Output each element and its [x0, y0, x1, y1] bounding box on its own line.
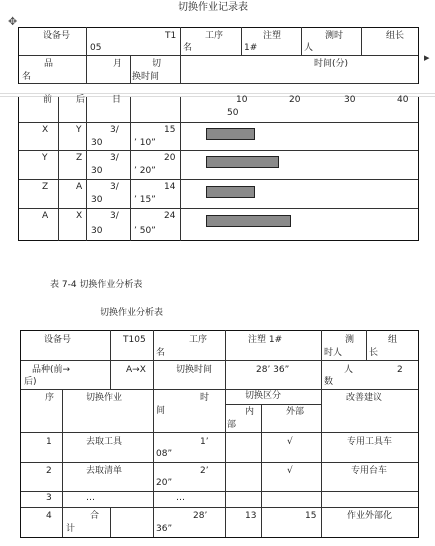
- t2-row3-seq: 3: [46, 493, 52, 503]
- t2-product-label-a: 品种(前→: [32, 365, 71, 375]
- t2-row2-time-b: 20”: [156, 478, 173, 488]
- t2-row3-time: …: [176, 493, 185, 503]
- t1-row3-time-b: ’ 15”: [134, 195, 156, 205]
- move-handle-icon[interactable]: ✥: [8, 15, 18, 28]
- t2-changeover-label: 切换时间: [176, 365, 213, 375]
- t1-product-label-a: 品: [44, 59, 54, 69]
- t2-row1-task: 去取工具: [86, 437, 123, 447]
- page-break-line: [0, 93, 435, 94]
- t2-row1-suggest: 专用工具车: [347, 437, 393, 447]
- t2-category-header: 切换区分: [245, 391, 282, 401]
- t2-process-label-a: 工序: [189, 335, 208, 345]
- t1-device-no-a: T1: [165, 31, 177, 41]
- t2-suggest-header: 改善建议: [346, 393, 383, 403]
- t1-device-label: 设备号: [43, 31, 71, 41]
- t1-device-no-b: 05: [90, 43, 102, 53]
- t1-row3-duration-bar: [206, 186, 255, 198]
- analysis-table-title: 切换作业分析表: [100, 308, 164, 318]
- t1-process-value-a: 注塑: [263, 31, 282, 41]
- t2-row2-suggest: 专用台车: [351, 466, 388, 476]
- t2-row2-seq: 2: [46, 466, 52, 476]
- t1-timer-label-a: 测时: [325, 31, 344, 41]
- t1-tick-20: 20: [289, 95, 301, 105]
- t2-total-time-a: 28’: [193, 511, 208, 521]
- t1-row2-time-b: ’ 20”: [134, 166, 156, 176]
- t1-row2-time-a: 20: [164, 153, 176, 163]
- t2-row1-time-a: 1’: [200, 437, 209, 447]
- record-table-title: 切换作业记录表: [178, 2, 248, 13]
- t2-process-value: 注塑 1#: [248, 335, 283, 345]
- t2-inner-header-b: 部: [227, 420, 237, 430]
- t1-tick-30: 30: [344, 95, 356, 105]
- t1-row4-time-b: ’ 50”: [134, 226, 156, 236]
- t2-row2-outer-check: √: [287, 466, 293, 476]
- t2-timer-label-a: 测: [345, 335, 355, 345]
- t2-row1-time-b: 08”: [156, 449, 173, 459]
- t1-changeover-label-a: 切: [152, 59, 162, 69]
- t1-day-label: 日: [112, 95, 122, 105]
- t1-leader-label: 组长: [386, 31, 405, 41]
- t1-row2-month: 3/: [110, 153, 119, 163]
- t1-row1-day: 30: [91, 138, 103, 148]
- t2-total-inner: 13: [245, 511, 257, 521]
- t2-leader-label-a: 组: [388, 335, 398, 345]
- t1-row1-from: X: [42, 125, 49, 135]
- t2-row1-seq: 1: [46, 437, 52, 447]
- t2-total-suggest: 作业外部化: [347, 511, 393, 521]
- t2-product-label-b: 后): [24, 377, 37, 387]
- t2-time-header-b: 间: [156, 406, 166, 416]
- page-break-line-2: [0, 96, 435, 97]
- t1-row2-day: 30: [91, 166, 103, 176]
- t2-process-label-b: 名: [156, 348, 166, 358]
- t2-device-label: 设备号: [44, 335, 72, 345]
- t1-row3-from: Z: [42, 182, 49, 192]
- t2-row1-outer-check: √: [287, 437, 293, 447]
- t2-product-value: A→X: [126, 365, 146, 375]
- t1-tick-50: 50: [227, 108, 239, 118]
- t1-row4-duration-bar: [206, 215, 291, 227]
- t1-row2-to: Z: [76, 153, 83, 163]
- t2-people-label-a: 人: [344, 365, 354, 375]
- t1-row3-time-a: 14: [164, 182, 176, 192]
- t2-row2-task: 去取清单: [86, 466, 123, 476]
- t2-device-no: T105: [123, 335, 146, 345]
- t1-row4-day: 30: [91, 226, 103, 236]
- t2-outer-header: 外部: [286, 407, 305, 417]
- t2-changeover-value: 28’ 36”: [256, 365, 290, 375]
- t1-row1-duration-bar: [206, 128, 255, 140]
- t2-row3-task: …: [86, 493, 95, 503]
- t2-total-label-a: 合: [90, 511, 100, 521]
- t1-process-value-b: 1#: [244, 43, 258, 53]
- t1-row2-duration-bar: [206, 156, 279, 168]
- t2-task-header: 切换作业: [86, 393, 123, 403]
- t2-total-label-b: 计: [66, 524, 76, 534]
- t1-timer-label-b: 人: [304, 43, 314, 53]
- t1-row1-month: 3/: [110, 125, 119, 135]
- t1-row4-month: 3/: [110, 211, 119, 221]
- t1-after-label: 后: [76, 95, 86, 105]
- t1-month-label: 月: [113, 59, 123, 69]
- t1-row1-time-a: 15: [164, 125, 176, 135]
- t2-time-header-a: 时: [200, 393, 210, 403]
- t1-row1-to: Y: [76, 125, 82, 135]
- t1-changeover-label-b: 换时间: [132, 72, 160, 82]
- t2-leader-label-b: 长: [369, 348, 379, 358]
- t1-tick-10: 10: [236, 95, 248, 105]
- table-caption: 表 7-4 切换作业分析表: [50, 280, 143, 290]
- t2-total-seq: 4: [46, 511, 52, 521]
- t1-row3-month: 3/: [110, 182, 119, 192]
- t1-process-label-a: 工序: [205, 31, 224, 41]
- t2-seq-header: 序: [45, 393, 55, 403]
- t1-row3-to: A: [76, 182, 83, 192]
- t2-people-value: 2: [397, 365, 403, 375]
- t1-process-label-b: 名: [183, 43, 193, 53]
- t2-row2-time-a: 2’: [200, 466, 209, 476]
- t1-tick-40: 40: [397, 95, 409, 105]
- t2-inner-header-a: 内: [245, 407, 255, 417]
- t1-row3-day: 30: [91, 195, 103, 205]
- t1-product-label-b: 名: [22, 72, 32, 82]
- t1-row4-from: A: [42, 211, 49, 221]
- t2-total-time-b: 36”: [156, 524, 173, 534]
- t1-before-label: 前: [43, 95, 53, 105]
- t2-timer-label-b: 时人: [324, 348, 343, 358]
- t1-row1-time-b: ’ 10”: [134, 138, 156, 148]
- t1-row2-from: Y: [42, 153, 48, 163]
- t1-row4-time-a: 24: [164, 211, 176, 221]
- t2-people-label-b: 数: [324, 377, 334, 387]
- scroll-right-icon[interactable]: ▸: [424, 51, 430, 64]
- t1-row4-to: X: [76, 211, 83, 221]
- t2-total-outer: 15: [305, 511, 317, 521]
- t1-time-minutes-label: 时间(分): [314, 59, 349, 69]
